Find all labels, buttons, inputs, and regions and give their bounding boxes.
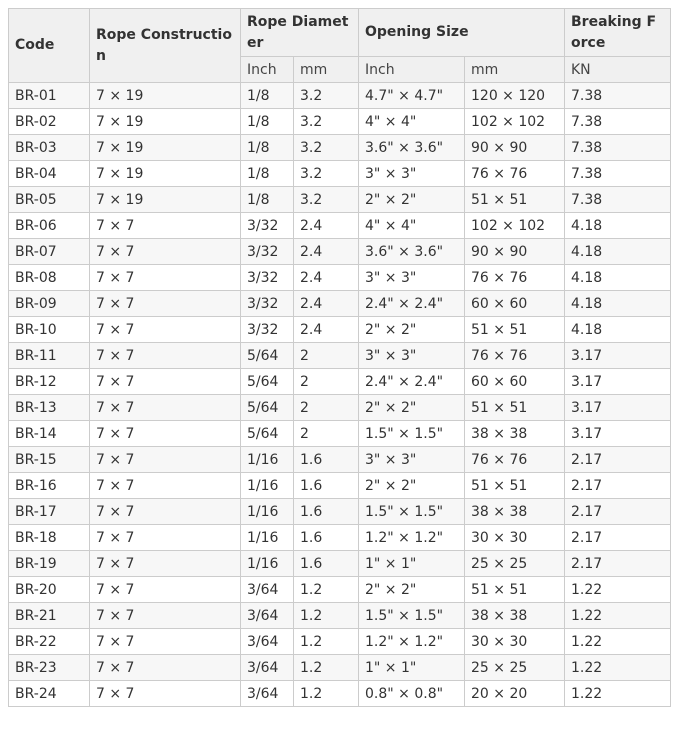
cell-opening-inch: 1" × 1" [359,551,465,577]
cell-breaking-force: 1.22 [565,629,671,655]
cell-diameter-mm: 2.4 [294,317,359,343]
table-row [9,369,671,395]
cell-breaking-force: 4.18 [565,265,671,291]
cell-code: BR-17 [9,499,90,525]
table-row [9,239,671,265]
cell-breaking-force: 2.17 [565,447,671,473]
cell-rope-construction: 7 × 19 [90,161,241,187]
cell-opening-mm: 120 × 120 [465,83,565,109]
cell-diameter-inch: 3/64 [241,655,294,681]
cell-code: BR-04 [9,161,90,187]
cell-diameter-inch: 3/32 [241,213,294,239]
cell-breaking-force: 1.22 [565,655,671,681]
rope-spec-table [8,8,671,707]
subheader-diameter-mm: mm [294,57,359,83]
cell-breaking-force: 3.17 [565,343,671,369]
cell-code: BR-10 [9,317,90,343]
cell-rope-construction: 7 × 7 [90,343,241,369]
cell-diameter-mm: 1.6 [294,525,359,551]
cell-rope-construction: 7 × 7 [90,395,241,421]
cell-code: BR-05 [9,187,90,213]
table-row [9,473,671,499]
cell-diameter-mm: 2 [294,395,359,421]
cell-rope-construction: 7 × 7 [90,629,241,655]
cell-breaking-force: 2.17 [565,525,671,551]
cell-diameter-mm: 3.2 [294,109,359,135]
cell-opening-inch: 3" × 3" [359,161,465,187]
cell-diameter-mm: 1.2 [294,577,359,603]
cell-diameter-inch: 1/16 [241,447,294,473]
cell-opening-mm: 20 × 20 [465,681,565,707]
cell-breaking-force: 1.22 [565,603,671,629]
cell-code: BR-19 [9,551,90,577]
cell-opening-mm: 90 × 90 [465,239,565,265]
cell-rope-construction: 7 × 7 [90,551,241,577]
cell-diameter-inch: 1/16 [241,525,294,551]
table-row [9,187,671,213]
cell-opening-inch: 1.5" × 1.5" [359,421,465,447]
cell-rope-construction: 7 × 19 [90,187,241,213]
cell-diameter-mm: 1.2 [294,655,359,681]
cell-opening-mm: 25 × 25 [465,655,565,681]
cell-breaking-force: 7.38 [565,187,671,213]
cell-opening-inch: 1.2" × 1.2" [359,629,465,655]
cell-rope-construction: 7 × 7 [90,603,241,629]
cell-opening-mm: 60 × 60 [465,291,565,317]
cell-opening-mm: 102 × 102 [465,213,565,239]
table-body [9,83,671,707]
cell-rope-construction: 7 × 7 [90,421,241,447]
table-row [9,421,671,447]
cell-diameter-inch: 1/8 [241,187,294,213]
cell-diameter-inch: 1/16 [241,499,294,525]
cell-diameter-mm: 2 [294,369,359,395]
cell-breaking-force: 7.38 [565,135,671,161]
cell-opening-mm: 30 × 30 [465,629,565,655]
table-row [9,447,671,473]
cell-diameter-mm: 2 [294,343,359,369]
table-row [9,83,671,109]
cell-code: BR-16 [9,473,90,499]
table-row [9,577,671,603]
cell-breaking-force: 1.22 [565,577,671,603]
cell-diameter-mm: 1.2 [294,681,359,707]
cell-code: BR-11 [9,343,90,369]
cell-code: BR-14 [9,421,90,447]
cell-breaking-force: 2.17 [565,551,671,577]
cell-opening-inch: 2" × 2" [359,317,465,343]
cell-breaking-force: 1.22 [565,681,671,707]
cell-opening-mm: 60 × 60 [465,369,565,395]
cell-diameter-inch: 1/8 [241,83,294,109]
cell-code: BR-21 [9,603,90,629]
cell-diameter-inch: 3/64 [241,577,294,603]
cell-opening-inch: 3.6" × 3.6" [359,135,465,161]
cell-breaking-force: 7.38 [565,109,671,135]
cell-opening-mm: 51 × 51 [465,395,565,421]
cell-opening-inch: 2" × 2" [359,473,465,499]
cell-code: BR-18 [9,525,90,551]
cell-rope-construction: 7 × 7 [90,577,241,603]
cell-opening-inch: 2.4" × 2.4" [359,291,465,317]
cell-rope-construction: 7 × 7 [90,655,241,681]
header-breaking-force: Breaking Force [565,9,671,57]
table-row [9,265,671,291]
cell-diameter-inch: 3/64 [241,629,294,655]
cell-code: BR-08 [9,265,90,291]
cell-opening-mm: 102 × 102 [465,109,565,135]
cell-opening-inch: 1.5" × 1.5" [359,499,465,525]
table-row [9,395,671,421]
cell-rope-construction: 7 × 7 [90,369,241,395]
cell-diameter-inch: 1/8 [241,135,294,161]
cell-opening-inch: 1.5" × 1.5" [359,603,465,629]
cell-diameter-inch: 3/32 [241,317,294,343]
cell-diameter-mm: 2.4 [294,265,359,291]
cell-opening-inch: 1.2" × 1.2" [359,525,465,551]
cell-opening-inch: 3" × 3" [359,447,465,473]
cell-opening-inch: 3.6" × 3.6" [359,239,465,265]
cell-rope-construction: 7 × 19 [90,109,241,135]
table-row [9,681,671,707]
cell-breaking-force: 3.17 [565,421,671,447]
header-row [9,9,671,57]
cell-opening-mm: 38 × 38 [465,499,565,525]
cell-code: BR-15 [9,447,90,473]
table-row [9,603,671,629]
cell-opening-mm: 76 × 76 [465,161,565,187]
cell-opening-mm: 38 × 38 [465,421,565,447]
cell-rope-construction: 7 × 7 [90,239,241,265]
cell-opening-mm: 38 × 38 [465,603,565,629]
cell-rope-construction: 7 × 7 [90,317,241,343]
cell-opening-inch: 4" × 4" [359,109,465,135]
header-opening-size: Opening Size [359,9,565,57]
cell-opening-inch: 3" × 3" [359,265,465,291]
cell-code: BR-23 [9,655,90,681]
cell-rope-construction: 7 × 7 [90,499,241,525]
cell-rope-construction: 7 × 7 [90,473,241,499]
cell-breaking-force: 3.17 [565,395,671,421]
cell-opening-inch: 2" × 2" [359,395,465,421]
cell-opening-inch: 2" × 2" [359,187,465,213]
cell-opening-mm: 30 × 30 [465,525,565,551]
cell-diameter-inch: 5/64 [241,421,294,447]
cell-opening-inch: 0.8" × 0.8" [359,681,465,707]
cell-diameter-inch: 1/8 [241,161,294,187]
cell-code: BR-20 [9,577,90,603]
spec-table-container [8,8,671,707]
table-row [9,499,671,525]
cell-diameter-mm: 2 [294,421,359,447]
cell-diameter-inch: 1/16 [241,551,294,577]
cell-diameter-mm: 1.2 [294,629,359,655]
cell-breaking-force: 2.17 [565,499,671,525]
cell-diameter-mm: 2.4 [294,239,359,265]
cell-breaking-force: 2.17 [565,473,671,499]
cell-diameter-mm: 3.2 [294,161,359,187]
cell-opening-mm: 51 × 51 [465,317,565,343]
cell-diameter-mm: 3.2 [294,135,359,161]
cell-code: BR-07 [9,239,90,265]
cell-rope-construction: 7 × 19 [90,83,241,109]
cell-diameter-inch: 5/64 [241,369,294,395]
cell-rope-construction: 7 × 7 [90,525,241,551]
cell-opening-inch: 3" × 3" [359,343,465,369]
header-code: Code [9,9,90,83]
header-rope-diameter: Rope Diameter [241,9,359,57]
cell-diameter-inch: 3/64 [241,681,294,707]
cell-diameter-inch: 3/32 [241,265,294,291]
cell-code: BR-06 [9,213,90,239]
cell-opening-inch: 1" × 1" [359,655,465,681]
cell-rope-construction: 7 × 7 [90,213,241,239]
cell-diameter-inch: 1/16 [241,473,294,499]
cell-breaking-force: 4.18 [565,317,671,343]
table-row [9,655,671,681]
cell-opening-mm: 51 × 51 [465,187,565,213]
table-row [9,525,671,551]
cell-diameter-mm: 2.4 [294,291,359,317]
cell-diameter-mm: 1.6 [294,551,359,577]
cell-diameter-mm: 2.4 [294,213,359,239]
cell-opening-mm: 25 × 25 [465,551,565,577]
header-rope-construction: Rope Construction [90,9,241,83]
cell-diameter-mm: 1.6 [294,447,359,473]
cell-breaking-force: 3.17 [565,369,671,395]
cell-breaking-force: 7.38 [565,83,671,109]
cell-code: BR-12 [9,369,90,395]
cell-diameter-inch: 1/8 [241,109,294,135]
cell-diameter-inch: 3/64 [241,603,294,629]
cell-code: BR-01 [9,83,90,109]
cell-rope-construction: 7 × 19 [90,135,241,161]
cell-rope-construction: 7 × 7 [90,681,241,707]
cell-diameter-inch: 3/32 [241,239,294,265]
cell-code: BR-13 [9,395,90,421]
cell-diameter-mm: 1.2 [294,603,359,629]
cell-diameter-mm: 1.6 [294,473,359,499]
cell-code: BR-09 [9,291,90,317]
cell-opening-mm: 76 × 76 [465,265,565,291]
cell-breaking-force: 7.38 [565,161,671,187]
cell-code: BR-02 [9,109,90,135]
cell-opening-mm: 51 × 51 [465,473,565,499]
table-row [9,317,671,343]
subheader-opening-mm: mm [465,57,565,83]
subheader-force-unit: KN [565,57,671,83]
cell-opening-inch: 2" × 2" [359,577,465,603]
cell-breaking-force: 4.18 [565,239,671,265]
cell-code: BR-03 [9,135,90,161]
cell-opening-mm: 76 × 76 [465,447,565,473]
cell-diameter-inch: 3/32 [241,291,294,317]
table-row [9,135,671,161]
cell-rope-construction: 7 × 7 [90,265,241,291]
subheader-opening-inch: Inch [359,57,465,83]
cell-code: BR-24 [9,681,90,707]
table-row [9,629,671,655]
cell-opening-mm: 76 × 76 [465,343,565,369]
cell-opening-mm: 51 × 51 [465,577,565,603]
cell-diameter-inch: 5/64 [241,343,294,369]
cell-diameter-mm: 3.2 [294,187,359,213]
cell-code: BR-22 [9,629,90,655]
table-row [9,161,671,187]
cell-diameter-mm: 3.2 [294,83,359,109]
cell-opening-inch: 2.4" × 2.4" [359,369,465,395]
cell-diameter-inch: 5/64 [241,395,294,421]
table-row [9,343,671,369]
cell-opening-mm: 90 × 90 [465,135,565,161]
cell-rope-construction: 7 × 7 [90,291,241,317]
subheader-diameter-inch: Inch [241,57,294,83]
cell-diameter-mm: 1.6 [294,499,359,525]
cell-opening-inch: 4.7" × 4.7" [359,83,465,109]
cell-breaking-force: 4.18 [565,213,671,239]
table-row [9,109,671,135]
table-row [9,213,671,239]
cell-breaking-force: 4.18 [565,291,671,317]
cell-opening-inch: 4" × 4" [359,213,465,239]
table-row [9,291,671,317]
cell-rope-construction: 7 × 7 [90,447,241,473]
table-row [9,551,671,577]
